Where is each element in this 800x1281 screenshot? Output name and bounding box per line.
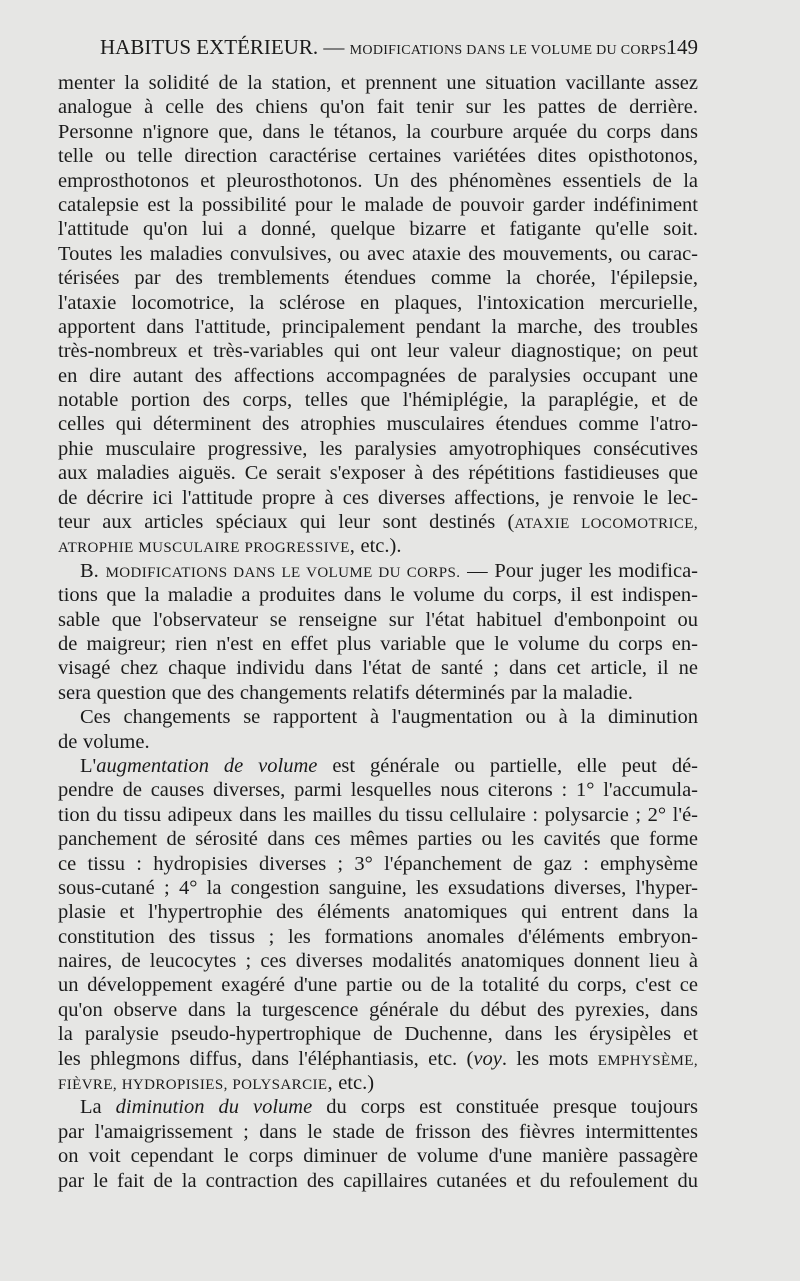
text-line: Ces changements se rapportent à l'augmentation ou à la diminution <box>80 706 698 729</box>
italic-term: voy <box>473 1047 502 1070</box>
body-text <box>58 71 698 1193</box>
text-line: celles qui déterminent des atrophies musculaires étendues comme l'atro- <box>58 413 698 436</box>
header-dash: — <box>323 35 345 59</box>
section-heading: MODIFICATIONS DANS LE VOLUME DU CORPS. <box>105 564 461 581</box>
cross-reference: FIÈVRE, HYDROPISIES, POLYSARCIE <box>58 1077 328 1094</box>
cross-reference: EMPHYSÈME, <box>597 1052 698 1069</box>
text-line: qu'on observe dans la turgescence générale du début des pyrexies, dans <box>58 998 698 1021</box>
running-title: HABITUS EXTÉRIEUR. <box>100 35 319 59</box>
italic-term: augmentation de volume <box>96 754 318 777</box>
text-run: La <box>80 1096 116 1119</box>
text-line: on voit cependant le corps diminuer de volume d'une manière passagère <box>58 1145 698 1168</box>
text-line: de volume. <box>58 730 150 753</box>
text-run: teur aux articles spéciaux qui leur sont destinés ( <box>58 511 515 534</box>
text-line: constitution des tissus ; les formations anomales d'éléments embryon- <box>58 925 698 948</box>
text-line: en dire autant des affections accompagnées de paralysies occupant une <box>58 364 698 387</box>
text-line: analogue à celle des chiens qu'on fait tenir sur les pattes de derrière. <box>58 96 698 119</box>
text-line: de maigreur; rien n'est en effet plus variable que le volume du corps en- <box>58 632 698 655</box>
text-line: visagé chez chaque individu dans l'état de santé ; dans cet article, il ne <box>58 657 698 680</box>
text-line: tion du tissu adipeux dans les mailles du tissu cellulaire : polysarcie ; 2° l'é- <box>58 803 698 826</box>
text-line: l'ataxie locomotrice, la sclérose en plaques, l'intoxication mercurielle, <box>58 291 698 314</box>
text-line: naires, de leucocytes ; ces diverses modalités anatomiques donnent lieu à <box>58 950 698 973</box>
text-line: par l'amaigrissement ; dans le stade de frisson des fièvres intermittentes <box>58 1120 698 1143</box>
text-line: phie musculaire progressive, les paralysies amyotrophiques consécutives <box>58 437 698 460</box>
italic-term: diminution du volume <box>115 1096 313 1119</box>
cross-reference: ATROPHIE MUSCULAIRE PROGRESSIVE <box>58 540 350 557</box>
text-line <box>58 1095 698 1119</box>
text-line: apportent dans l'attitude, principalement pendant la marche, des troubles <box>58 315 698 338</box>
text-line: plasie et l'hypertrophie des éléments anatomiques qui entrent dans la <box>58 901 698 924</box>
text-line: sable que l'observateur se renseigne sur l'état habituel d'embonpoint ou <box>58 608 698 631</box>
text-line: Personne n'ignore que, dans le tétanos, la courbure arquée du corps dans <box>58 120 698 143</box>
text-run: , etc.) <box>327 1072 375 1095</box>
text-line: de décrire ici l'attitude propre à ces diverses affections, je renvoie le lec- <box>58 486 698 509</box>
section-title: MODIFICATIONS DANS LE VOLUME DU CORPS. <box>349 43 671 58</box>
text-line <box>58 534 698 558</box>
page-number: 149 <box>666 35 698 59</box>
text-line: sera question que des changements relatifs déterminés par la maladie. <box>58 681 633 704</box>
text-line: notable portion des corps, telles que l'hémiplégie, la paraplégie, et de <box>58 389 698 412</box>
text-line <box>58 510 698 534</box>
text-run: . les mots <box>501 1047 598 1070</box>
text-line: panchement de sérosité dans ces mêmes parties ou les cavités que forme <box>58 828 698 851</box>
text-line: aux maladies aiguës. Ce serait s'exposer à des répétitions fastidieuses que <box>58 462 698 485</box>
text-line: catalepsie est la possibilité pour le malade de pouvoir garder indéfiniment <box>58 193 698 216</box>
section-letter: B. <box>80 559 106 582</box>
text-line: très-nombreux et très-variables qui ont leur valeur diagnostique; on peut <box>58 340 698 363</box>
text-line: par le fait de la contraction des capillaires cutanées et du refoulement du <box>58 1169 698 1192</box>
text-line: telle ou telle direction caractérise certaines variétées dites opisthotonos, <box>58 145 698 168</box>
text-run: , etc.). <box>349 535 402 558</box>
text-line: la paralysie pseudo-hypertrophique de Duchenne, dans les érysipèles et <box>58 1023 698 1046</box>
text-run: — Pour juger les modifica- <box>460 559 698 582</box>
text-line: tions que la maladie a produites dans le volume du corps, il est indispen- <box>58 584 698 607</box>
text-line <box>58 1047 698 1071</box>
text-line: menter la solidité de la station, et prennent une situation vacillante assez <box>58 72 698 94</box>
section-heading-line <box>58 559 698 583</box>
text-line: térisées par des tremblements étendues comme la chorée, l'épilepsie, <box>58 267 698 290</box>
text-run: du corps est constituée presque toujours <box>312 1096 699 1119</box>
text-line: ce tissu : hydropisies diverses ; 3° l'épanchement de gaz : emphysème <box>58 852 698 875</box>
text-line: l'attitude qu'on lui a donné, quelque bizarre et fatigante qu'elle soit. <box>58 218 698 241</box>
text-run: les phlegmons diffus, dans l'éléphantiasis, etc. ( <box>58 1047 474 1070</box>
text-line: un développement exagéré d'une partie ou de la totalité du corps, c'est ce <box>58 974 698 997</box>
text-line <box>58 1071 698 1095</box>
text-run: est générale ou partielle, elle peut dé- <box>317 754 698 777</box>
cross-reference: ATAXIE LOCOMOTRICE, <box>514 516 698 533</box>
text-line: emprosthotonos et pleurosthotonos. Un des phénomènes essentiels de la <box>58 169 698 192</box>
text-line: sous-cutané ; 4° la congestion sanguine, les exsudations diverses, l'hyper- <box>58 876 698 899</box>
running-header <box>100 33 700 65</box>
text-line <box>58 754 698 778</box>
text-line: pendre de causes diverses, parmi lesquelles nous citerons : 1° l'accumula- <box>58 779 698 802</box>
text-run: L' <box>80 754 97 777</box>
text-line: Toutes les maladies convulsives, ou avec ataxie des mouvements, ou carac- <box>58 242 698 265</box>
